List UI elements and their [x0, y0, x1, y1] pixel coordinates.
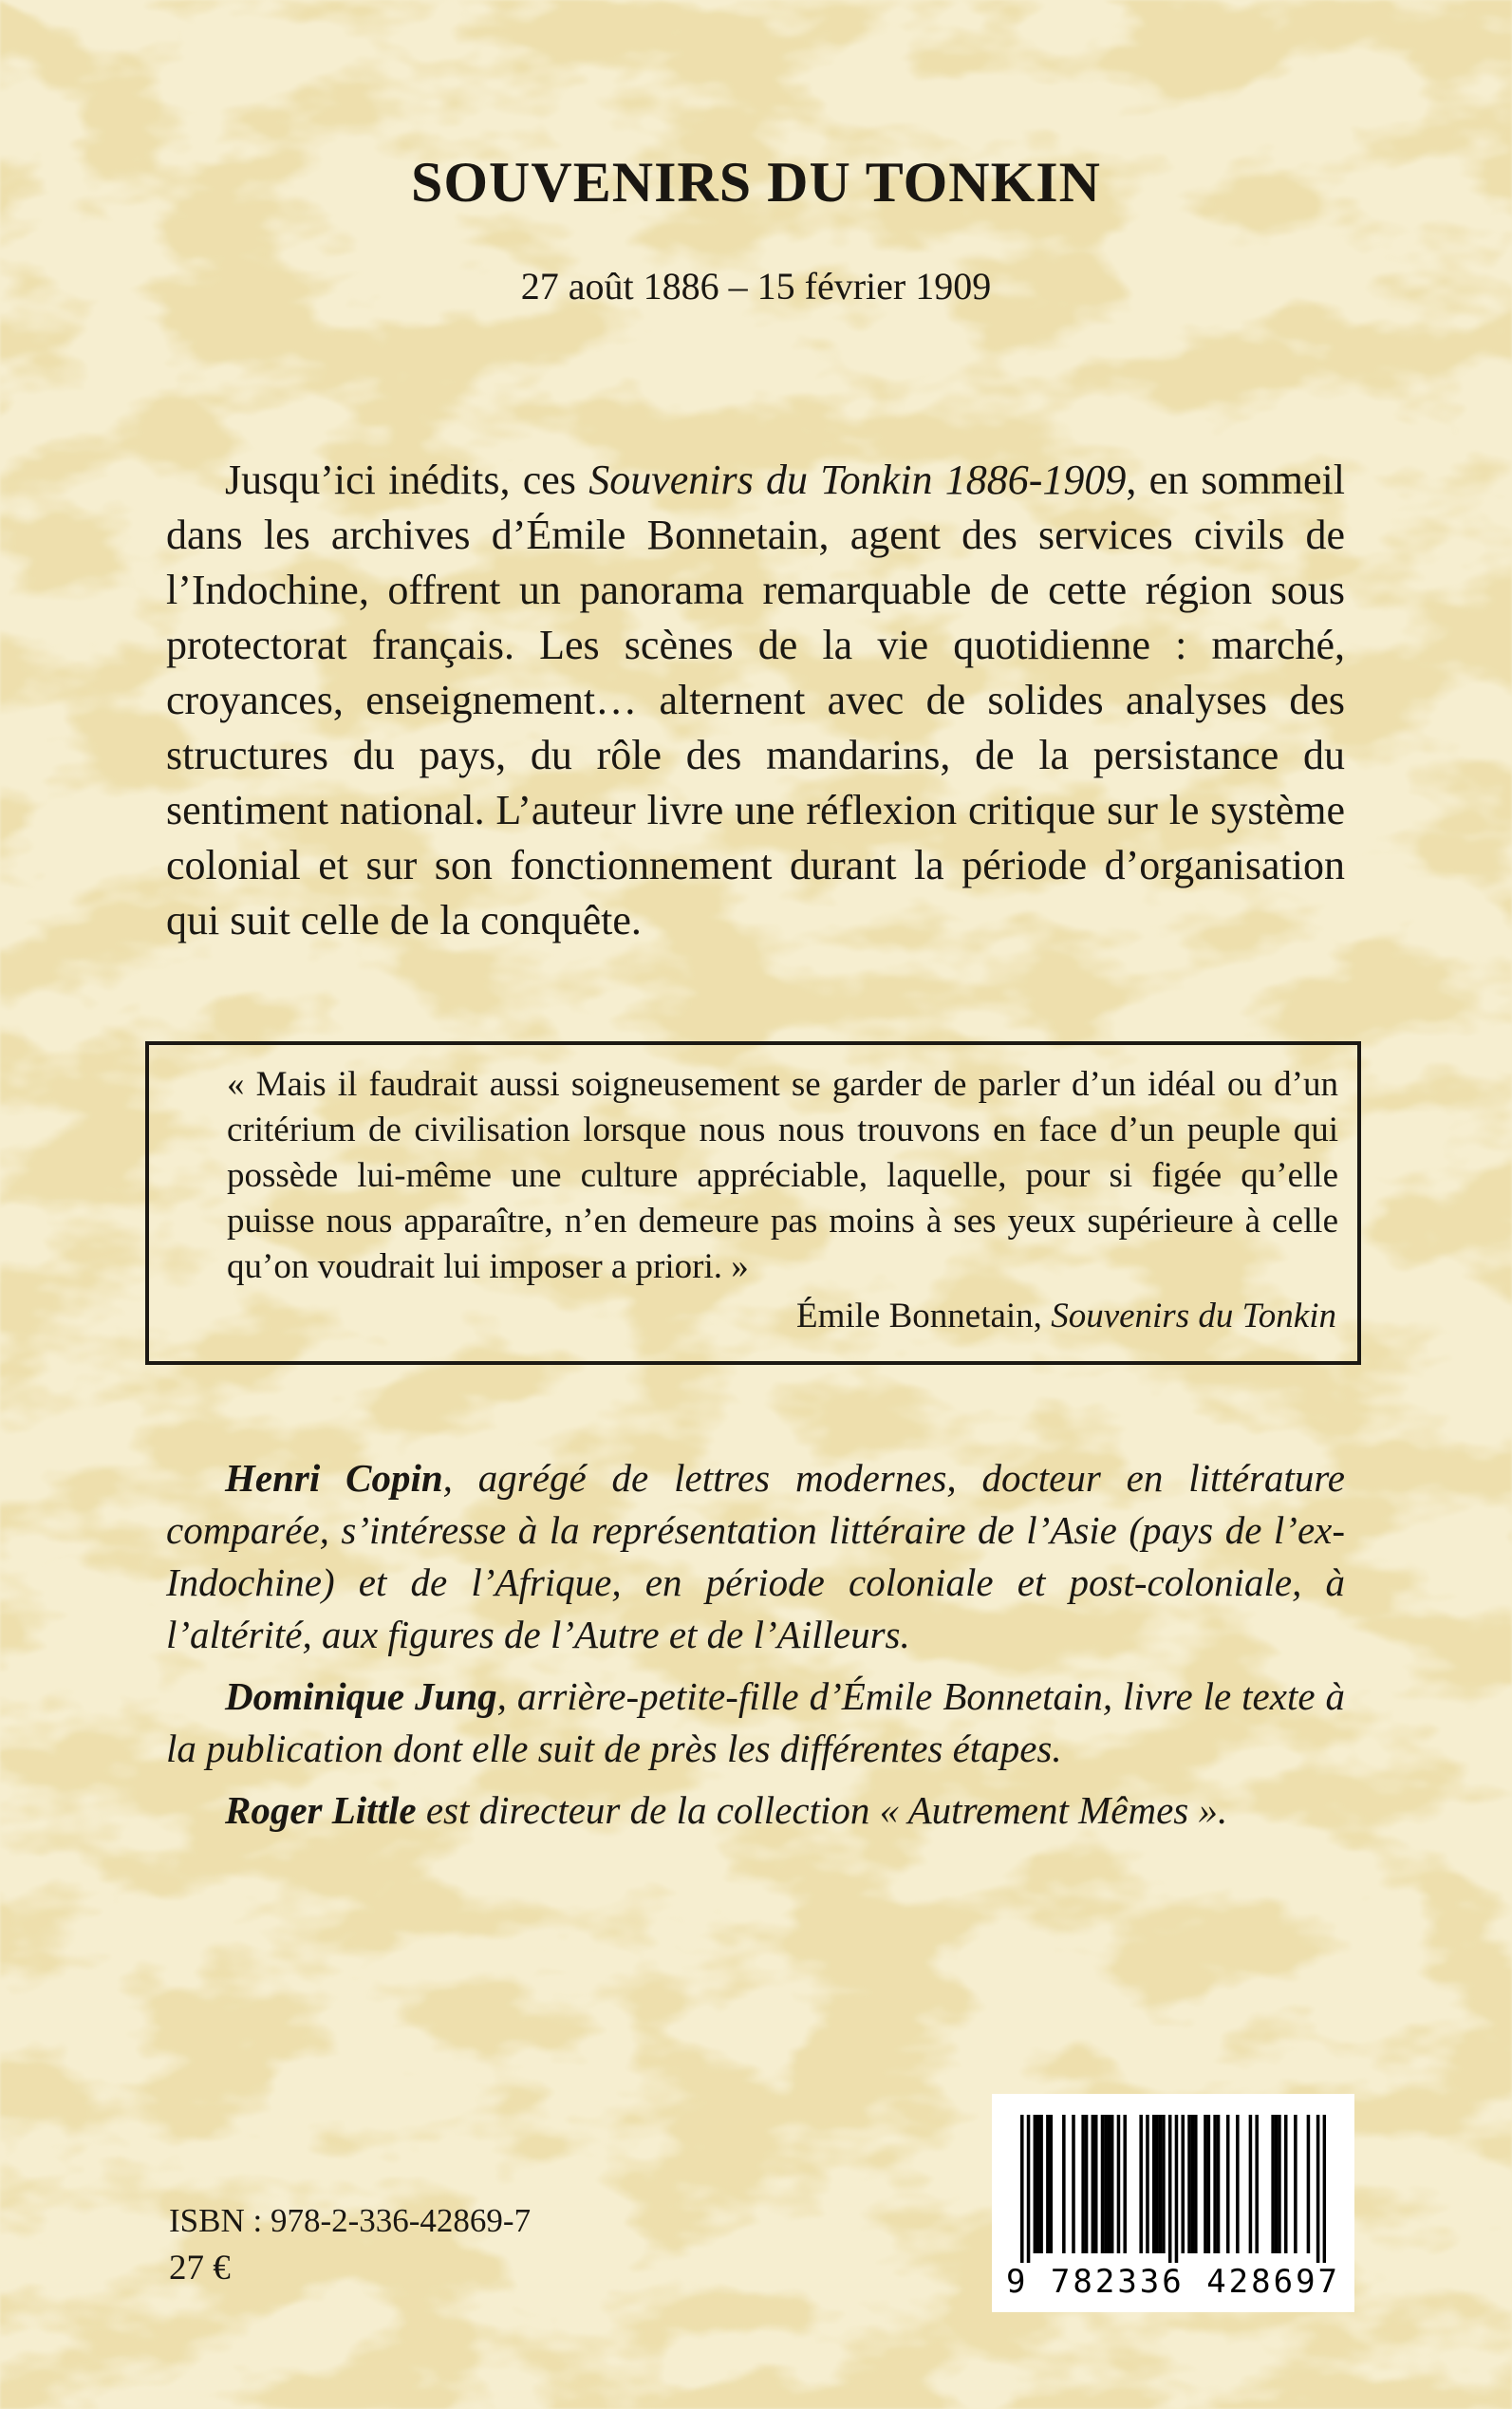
barcode-bar [1072, 2115, 1075, 2253]
barcode-bar [1036, 2115, 1040, 2253]
barcode-bar [1187, 2115, 1191, 2253]
barcode-bar [1108, 2115, 1111, 2253]
barcode-bar [1020, 2115, 1024, 2263]
book-title: SOUVENIRS DU TONKIN [411, 151, 1101, 214]
barcode-bar [1111, 2115, 1114, 2253]
barcode-bar [1175, 2115, 1179, 2263]
barcode-bar [1101, 2115, 1105, 2253]
barcode-bar [1255, 2115, 1259, 2253]
author-bios [166, 1452, 1345, 1846]
barcode-bar [1316, 2115, 1320, 2263]
barcode-bar [1181, 2115, 1185, 2253]
bio-name: Dominique Jung [225, 1674, 497, 1718]
barcode-bar [1117, 2115, 1121, 2253]
date-range: 27 août 1886 – 15 février 1909 [520, 265, 992, 308]
barcode-bar [1159, 2115, 1163, 2253]
price: 27 € [169, 2249, 231, 2288]
barcode-bar [1271, 2115, 1275, 2253]
quote-author: Émile Bonnetain, [795, 1297, 1052, 1335]
barcode-bar [1191, 2115, 1195, 2253]
barcode-bar [1213, 2115, 1217, 2253]
bio-name: Henri Copin [225, 1456, 443, 1500]
barcode-bar [1085, 2115, 1089, 2253]
isbn: ISBN : 978-2-336-42869-7 [169, 2202, 532, 2239]
quote-source: Souvenirs du Tonkin [1051, 1297, 1336, 1335]
barcode-bar [1204, 2115, 1207, 2253]
barcode [992, 2094, 1354, 2312]
barcode-bar [1194, 2115, 1198, 2253]
bio-name: Roger Little [225, 1788, 417, 1832]
barcode-bar [1034, 2115, 1037, 2253]
barcode-bar [1062, 2115, 1066, 2253]
barcode-bar [1039, 2115, 1043, 2253]
barcode-bar [1046, 2115, 1050, 2253]
barcode-bar [1284, 2115, 1288, 2253]
bio-text: est directeur de la collection « Autrement Mêmes ». [416, 1788, 1228, 1832]
barcode-bar [1275, 2115, 1279, 2253]
barcode-bar [1123, 2115, 1127, 2253]
barcode-bar [1207, 2115, 1211, 2253]
barcode-bar [1168, 2115, 1172, 2263]
barcode-bars [1020, 2115, 1326, 2263]
description-book-title: Souvenirs du Tonkin 1886-1909 [588, 457, 1127, 503]
barcode-bar [1226, 2115, 1230, 2253]
bio-paragraph [166, 1784, 1345, 1837]
barcode-bar [1162, 2115, 1166, 2253]
barcode-bar [1152, 2115, 1156, 2253]
barcode-bar [1092, 2115, 1095, 2253]
barcode-bar [1323, 2115, 1326, 2263]
barcode-bar [1146, 2115, 1149, 2253]
barcode-bar [1155, 2115, 1159, 2253]
barcode-bar [1294, 2115, 1297, 2253]
barcode-bar [1027, 2115, 1031, 2263]
quote-attribution [796, 1294, 1336, 1339]
description-body: , en sommeil dans les archives d’Émile Bonnetain, agent des services civils de l’Indochine, offrent un panorama remarquable de cette région sous protectorat français. Les scènes de la vie quotidienne : marché, croyances, enseignement… alternent avec de solides analyses des structures du pays, du rôle des mandarins, de la persistance du sentiment national. L’auteur livre une réflexion critique sur le système colonial et sur son fonctionnement durant la période d’organisation qui suit celle de la conquête. [166, 457, 1345, 943]
barcode-digits: 9 782336 428697 [1005, 2263, 1341, 2301]
description-intro: Jusqu’ici inédits, ces [225, 457, 589, 503]
barcode-bar [1278, 2115, 1281, 2253]
barcode-bar [1217, 2115, 1221, 2253]
barcode-bar [1104, 2115, 1108, 2253]
bio-text: , agrégé de lettres modernes, docteur en littérature comparée, s’intéresse à la représentation littéraire de l’Asie (pays de l’ex-Indochine) et de l’Afrique, en période coloniale et post-coloniale, à l’altérité, aux figures de l’Autre et de l’Ailleurs. [166, 1456, 1345, 1656]
barcode-bar [1236, 2115, 1240, 2253]
bio-paragraph [166, 1452, 1345, 1661]
barcode-bar [1050, 2115, 1054, 2253]
barcode-bar [1307, 2115, 1311, 2253]
barcode-bar [1139, 2115, 1143, 2253]
quote-box [145, 1041, 1361, 1365]
barcode-bar [1094, 2115, 1098, 2253]
description-paragraph [166, 453, 1345, 948]
barcode-bar [1249, 2115, 1253, 2253]
quote-text: « Mais il faudrait aussi soigneusement se garder de parler d’un idéal ou d’un critérium de civilisation lorsque nous nous trouvons en face d’un peuple qui possède lui-même une culture appréciable, laquelle, pour si figée qu’elle puisse nous apparaître, n’en demeure pas moins à ses yeux supérieure à celle qu’on voudrait lui imposer a priori. » [227, 1065, 1338, 1286]
barcode-bar [1081, 2115, 1085, 2253]
bio-text: , arrière-petite-fille d’Émile Bonnetain, livre le texte à la publication dont elle suit de près les différentes étapes. [166, 1674, 1345, 1770]
bio-paragraph [166, 1671, 1345, 1775]
